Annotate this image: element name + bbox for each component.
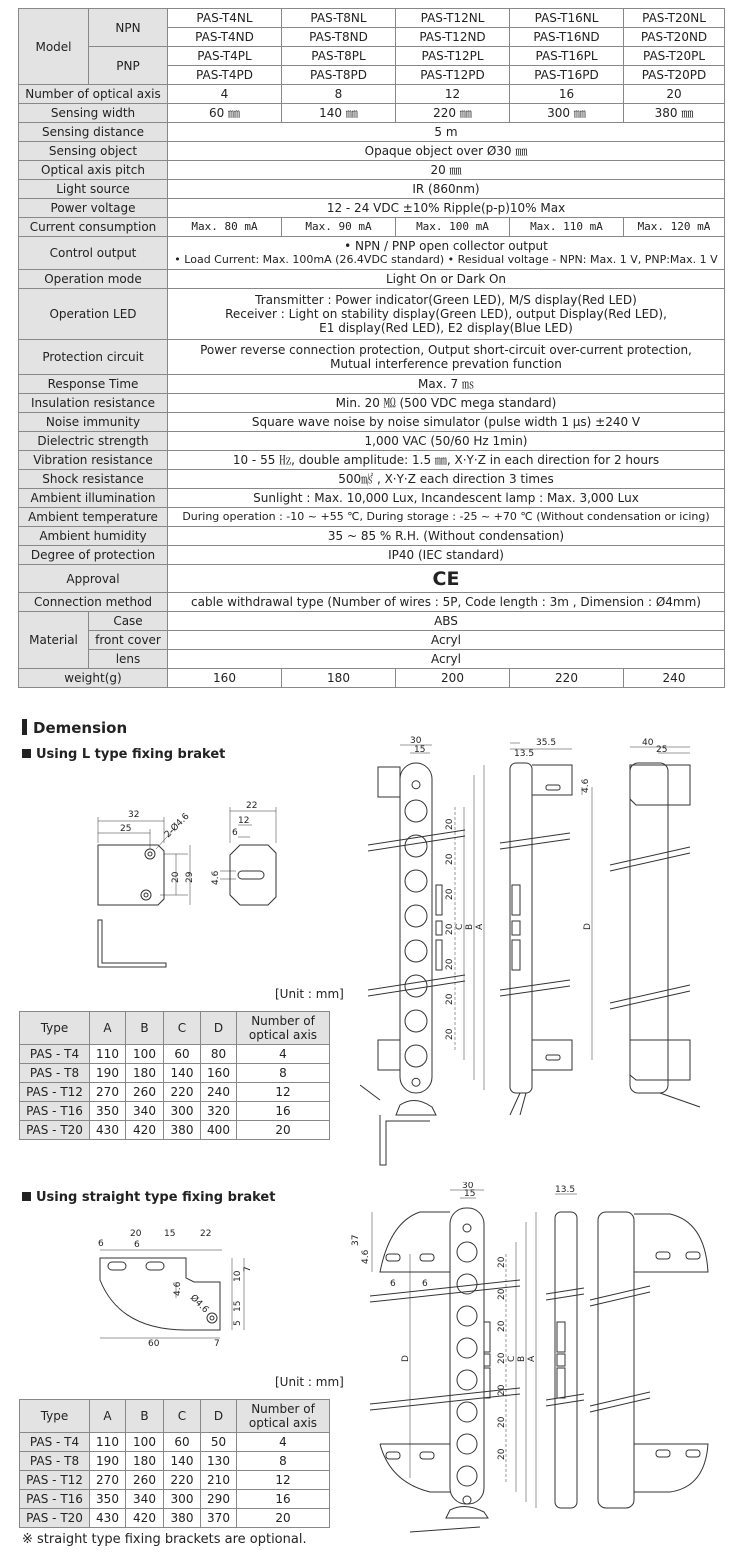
model-cell: PAS-T20NL <box>624 9 725 28</box>
screw-icon <box>463 1224 471 1232</box>
value-cell: 220 <box>164 1471 201 1490</box>
value-cell: 190 <box>90 1452 126 1471</box>
dim-d: D <box>401 1355 411 1362</box>
value-cell: 220 <box>164 1083 201 1102</box>
dim-a: A <box>527 1355 537 1362</box>
dim-pitch: 20 <box>445 888 455 900</box>
dim-12: 12 <box>238 816 250 826</box>
model-cell: PAS-T12NL <box>396 9 510 28</box>
model-cell: PAS-T4ND <box>168 28 282 47</box>
value-cell: 140 <box>164 1452 201 1471</box>
lens-circle <box>457 1370 477 1390</box>
weight-value: 220 <box>510 669 624 688</box>
type-cell: PAS - T12 <box>20 1083 90 1102</box>
dim-hole: Ø4.6 <box>187 1293 211 1316</box>
header-type: Type <box>20 1012 90 1045</box>
value-cell: 20 <box>237 1509 330 1528</box>
screw-icon <box>412 1078 420 1086</box>
shock-value: 500㎨ , X·Y·Z each direction 3 times <box>168 470 725 489</box>
dim-c: C <box>455 923 465 930</box>
dim-pitch: 20 <box>445 923 455 935</box>
model-cell: PAS-T20ND <box>624 28 725 47</box>
square-bullet-icon <box>22 1192 31 1201</box>
current-value: Max. 100 mA <box>396 218 510 237</box>
dim-15: 15 <box>164 1229 176 1239</box>
dim-37: 37 <box>351 1234 361 1246</box>
lens-circle <box>457 1242 477 1262</box>
width-value: 140 ㎜ <box>282 104 396 123</box>
type-cell: PAS - T16 <box>20 1490 90 1509</box>
dim-b: B <box>465 923 475 930</box>
dim-20: 20 <box>130 1229 142 1239</box>
type-cell: PAS - T20 <box>20 1121 90 1140</box>
value-cell: 190 <box>90 1064 126 1083</box>
value-cell: 4 <box>237 1433 330 1452</box>
dim-22: 22 <box>200 1229 212 1239</box>
ip-label: Degree of protection <box>19 546 168 565</box>
model-cell: PAS-T8ND <box>282 28 396 47</box>
header-axis <box>237 1012 330 1045</box>
lens-value: Acryl <box>168 650 725 669</box>
unit-label: [Unit : mm] <box>275 987 344 1001</box>
dim-pitch: 20 <box>497 1352 507 1364</box>
value-cell: 400 <box>201 1121 237 1140</box>
table-row <box>20 1471 330 1490</box>
axis-value: 8 <box>282 85 396 104</box>
type-cell: PAS - T20 <box>20 1509 90 1528</box>
lens-circle <box>405 975 427 997</box>
dim-pitch: 20 <box>497 1256 507 1268</box>
value-cell: 260 <box>126 1471 164 1490</box>
axis-label: Number of optical axis <box>19 85 168 104</box>
control-line: • Load Current: Max. 100mA (26.4VDC standard) • Residual voltage - NPN: Max. 1 V, PNP:Max. 1 V <box>174 253 718 266</box>
led-line: E1 display(Red LED), E2 display(Blue LED) <box>319 321 573 335</box>
dim-pitch: 20 <box>497 1320 507 1332</box>
optional-note: ※ straight type fixing brackets are optional. <box>22 1532 307 1547</box>
l-type-table <box>19 1011 330 1140</box>
dimension-title: Demension <box>22 719 127 737</box>
dim-a: A <box>475 923 485 930</box>
value-cell: 210 <box>201 1471 237 1490</box>
value-cell: 370 <box>201 1509 237 1528</box>
header-axis <box>237 1400 330 1433</box>
straight-type-table <box>19 1399 330 1528</box>
dim-32: 32 <box>128 810 140 820</box>
power-value: 12 - 24 VDC ±10% Ripple(p-p)10% Max <box>168 199 725 218</box>
dim-pitch: 20 <box>497 1448 507 1460</box>
table-row <box>20 1121 330 1140</box>
value-cell: 110 <box>90 1433 126 1452</box>
value-cell: 340 <box>126 1490 164 1509</box>
dim-60: 60 <box>148 1339 160 1349</box>
ce-mark: CE <box>168 565 725 593</box>
illum-value: Sunlight : Max. 10,000 Lux, Incandescent lamp : Max. 3,000 Lux <box>168 489 725 508</box>
protect-line: Mutual interference prevation function <box>330 357 562 371</box>
light-value: IR (860nm) <box>168 180 725 199</box>
lens-circle <box>457 1434 477 1454</box>
dim-22: 22 <box>246 801 258 811</box>
straight-type-heading-text: Using straight type fixing braket <box>36 1190 276 1205</box>
header-b: B <box>126 1400 164 1433</box>
width-value: 380 ㎜ <box>624 104 725 123</box>
value-cell: 4 <box>237 1045 330 1064</box>
value-cell: 420 <box>126 1509 164 1528</box>
dim-pitch: 20 <box>445 853 455 865</box>
screw-icon <box>412 781 420 789</box>
spec-table <box>18 8 725 688</box>
protect-label: Protection circuit <box>19 340 168 375</box>
type-cell: PAS - T8 <box>20 1452 90 1471</box>
weight-value: 160 <box>168 669 282 688</box>
table-row <box>20 1452 330 1471</box>
led-label: Operation LED <box>19 289 168 340</box>
light-label: Light source <box>19 180 168 199</box>
dim-hole: 2-Ø4.6 <box>163 811 192 841</box>
table-row <box>20 1433 330 1452</box>
object-value: Opaque object over Ø30 ㎜ <box>168 142 725 161</box>
dim-355: 35.5 <box>536 738 557 748</box>
unit-label: [Unit : mm] <box>275 1375 344 1389</box>
model-cell: PAS-T16ND <box>510 28 624 47</box>
lens-circle <box>405 940 427 962</box>
value-cell: 270 <box>90 1471 126 1490</box>
lens-circle <box>457 1274 477 1294</box>
header-type: Type <box>20 1400 90 1433</box>
width-value: 60 ㎜ <box>168 104 282 123</box>
dim-25: 25 <box>656 745 668 755</box>
header-a: A <box>90 1012 126 1045</box>
current-label: Current consumption <box>19 218 168 237</box>
illum-label: Ambient illumination <box>19 489 168 508</box>
lens-circle <box>457 1306 477 1326</box>
model-cell: PAS-T16PL <box>510 47 624 66</box>
axis-value: 20 <box>624 85 725 104</box>
current-value: Max. 120 mA <box>624 218 725 237</box>
lens-group <box>457 1224 477 1504</box>
model-cell: PAS-T4PD <box>168 66 282 85</box>
value-cell: 420 <box>126 1121 164 1140</box>
value-cell: 300 <box>164 1102 201 1121</box>
type-cell: PAS - T4 <box>20 1045 90 1064</box>
distance-label: Sensing distance <box>19 123 168 142</box>
dim-7b: 7 <box>214 1339 220 1349</box>
lens-circle <box>457 1466 477 1486</box>
dim-10: 10 <box>233 1270 243 1282</box>
dim-6b: 6 <box>422 1279 428 1289</box>
model-cell: PAS-T4NL <box>168 9 282 28</box>
value-cell: 8 <box>237 1452 330 1471</box>
lens-group <box>405 781 427 1087</box>
dim-30: 30 <box>462 1182 474 1191</box>
lens-circle <box>457 1402 477 1422</box>
case-label: Case <box>89 612 168 631</box>
dim-6b: 6 <box>134 1240 140 1250</box>
value-cell: 160 <box>201 1064 237 1083</box>
value-cell: 100 <box>126 1433 164 1452</box>
dim-40: 40 <box>642 738 654 748</box>
model-cell: PAS-T8PD <box>282 66 396 85</box>
straight-bracket-drawing <box>90 1220 260 1350</box>
lens-label: lens <box>89 650 168 669</box>
noise-value: Square wave noise by noise simulator (pulse width 1 μs) ±240 V <box>168 413 725 432</box>
model-cell: PAS-T4PL <box>168 47 282 66</box>
value-cell: 60 <box>164 1433 201 1452</box>
shock-label: Shock resistance <box>19 470 168 489</box>
type-cell: PAS - T16 <box>20 1102 90 1121</box>
screw-icon <box>463 1496 471 1504</box>
value-cell: 80 <box>201 1045 237 1064</box>
model-cell: PAS-T8PL <box>282 47 396 66</box>
dim-pitch: 20 <box>497 1288 507 1300</box>
led-line: Transmitter : Power indicator(Green LED), M/S display(Red LED) <box>255 293 637 307</box>
l-type-heading-text: Using L type fixing braket <box>36 747 226 762</box>
weight-value: 180 <box>282 669 396 688</box>
led-value <box>168 289 725 340</box>
lens-circle <box>405 870 427 892</box>
weight-value: 240 <box>624 669 725 688</box>
opmode-value: Light On or Dark On <box>168 270 725 289</box>
value-cell: 350 <box>90 1490 126 1509</box>
dim-15: 15 <box>464 1189 476 1199</box>
object-label: Sensing object <box>19 142 168 161</box>
weight-label: weight(g) <box>19 669 168 688</box>
width-label: Sensing width <box>19 104 168 123</box>
dim-15: 15 <box>414 745 426 755</box>
l-bracket-drawing <box>90 795 340 975</box>
l-type-rows <box>20 1045 330 1140</box>
dim-pitch: 20 <box>445 1028 455 1040</box>
vibration-value: 10 - 55 ㎐, double amplitude: 1.5 ㎜, X·Y·Z in each direction for 2 hours <box>168 451 725 470</box>
width-value: 220 ㎜ <box>396 104 510 123</box>
value-cell: 100 <box>126 1045 164 1064</box>
lens-circle <box>405 1010 427 1032</box>
dim-5: 5 <box>233 1320 243 1326</box>
value-cell: 380 <box>164 1121 201 1140</box>
insulation-value: Min. 20 ㏁ (500 VDC mega standard) <box>168 394 725 413</box>
type-cell: PAS - T8 <box>20 1064 90 1083</box>
table-row <box>20 1045 330 1064</box>
current-value: Max. 80 mA <box>168 218 282 237</box>
protect-value <box>168 340 725 375</box>
header-b: B <box>126 1012 164 1045</box>
value-cell: 16 <box>237 1102 330 1121</box>
value-cell: 110 <box>90 1045 126 1064</box>
temp-value: During operation : -10 ~ +55 ℃, During storage : -25 ~ +70 ℃ (Without condensation or icing) <box>168 508 725 527</box>
weight-value: 200 <box>396 669 510 688</box>
temp-label: Ambient temperature <box>19 508 168 527</box>
cover-value: Acryl <box>168 631 725 650</box>
connection-label: Connection method <box>19 593 168 612</box>
axis-value: 12 <box>396 85 510 104</box>
dim-7: 7 <box>243 1266 253 1272</box>
model-cell: PAS-T12PD <box>396 66 510 85</box>
pitch-label: Optical axis pitch <box>19 161 168 180</box>
material-label: Material <box>19 612 89 669</box>
header-c: C <box>164 1400 201 1433</box>
straight-sensor-drawing <box>350 1182 730 1534</box>
dim-6: 6 <box>232 828 238 838</box>
led-line: Receiver : Light on stability display(Green LED), output Display(Red LED), <box>225 307 667 321</box>
model-cell: PAS-T20PL <box>624 47 725 66</box>
dim-b: B <box>517 1355 527 1362</box>
dim-pitch: 20 <box>445 958 455 970</box>
header-axis-line: optical axis <box>248 1416 318 1430</box>
insulation-label: Insulation resistance <box>19 394 168 413</box>
value-cell: 60 <box>164 1045 201 1064</box>
dim-20: 20 <box>171 871 181 883</box>
dim-29: 29 <box>185 871 195 883</box>
control-label: Control output <box>19 237 168 270</box>
dim-46: 4.6 <box>211 870 221 885</box>
value-cell: 8 <box>237 1064 330 1083</box>
protect-line: Power reverse connection protection, Output short-circuit over-current protection, <box>200 343 692 357</box>
dim-pitch: 20 <box>497 1384 507 1396</box>
value-cell: 16 <box>237 1490 330 1509</box>
straight-type-rows <box>20 1433 330 1528</box>
lens-circle <box>405 800 427 822</box>
response-value: Max. 7 ㎳ <box>168 375 725 394</box>
value-cell: 12 <box>237 1083 330 1102</box>
power-label: Power voltage <box>19 199 168 218</box>
value-cell: 130 <box>201 1452 237 1471</box>
header-axis-line: Number of <box>251 1014 315 1028</box>
model-cell: PAS-T12PL <box>396 47 510 66</box>
dim-135: 13.5 <box>555 1185 576 1195</box>
response-label: Response Time <box>19 375 168 394</box>
dim-d: D <box>583 923 593 930</box>
table-row <box>20 1102 330 1121</box>
dim-46: 4.6 <box>361 1249 371 1264</box>
l-sensor-drawing <box>360 735 735 1175</box>
connection-value: cable withdrawal type (Number of wires : 5P, Code length : 3m , Dimension : Ø4mm) <box>168 593 725 612</box>
model-cell: PAS-T12ND <box>396 28 510 47</box>
cover-label: front cover <box>89 631 168 650</box>
lens-circle <box>457 1338 477 1358</box>
dim-25: 25 <box>120 824 132 834</box>
current-value: Max. 110 mA <box>510 218 624 237</box>
lens-circle <box>405 1045 427 1067</box>
square-bullet-icon <box>22 749 31 758</box>
approval-label: Approval <box>19 565 168 593</box>
header-d: D <box>201 1400 237 1433</box>
value-cell: 240 <box>201 1083 237 1102</box>
straight-type-heading <box>22 1190 275 1205</box>
table-row <box>20 1064 330 1083</box>
dim-pitch: 20 <box>445 818 455 830</box>
value-cell: 50 <box>201 1433 237 1452</box>
distance-value: 5 m <box>168 123 725 142</box>
header-axis-line: Number of <box>251 1402 315 1416</box>
value-cell: 350 <box>90 1102 126 1121</box>
dim-135: 13.5 <box>514 749 535 759</box>
dim-pitch: 20 <box>497 1416 507 1428</box>
dim-46: 4.6 <box>581 778 591 793</box>
model-cell: PAS-T16PD <box>510 66 624 85</box>
value-cell: 300 <box>164 1490 201 1509</box>
lens-circle <box>405 835 427 857</box>
axis-value: 16 <box>510 85 624 104</box>
value-cell: 180 <box>126 1452 164 1471</box>
table-row <box>20 1490 330 1509</box>
ip-value: IP40 (IEC standard) <box>168 546 725 565</box>
npn-label: NPN <box>89 9 168 47</box>
dielectric-value: 1,000 VAC (50/60 Hz 1min) <box>168 432 725 451</box>
pnp-label: PNP <box>89 47 168 85</box>
value-cell: 20 <box>237 1121 330 1140</box>
table-row <box>20 1083 330 1102</box>
model-cell: PAS-T16NL <box>510 9 624 28</box>
value-cell: 290 <box>201 1490 237 1509</box>
dim-pitch: 20 <box>445 993 455 1005</box>
table-row <box>20 1509 330 1528</box>
dim-46: 4.6 <box>173 1281 183 1296</box>
noise-label: Noise immunity <box>19 413 168 432</box>
dielectric-label: Dielectric strength <box>19 432 168 451</box>
model-label: Model <box>19 9 89 85</box>
header-c: C <box>164 1012 201 1045</box>
axis-value: 4 <box>168 85 282 104</box>
value-cell: 270 <box>90 1083 126 1102</box>
dim-15b: 15 <box>233 1300 243 1312</box>
value-cell: 430 <box>90 1121 126 1140</box>
control-line: • NPN / PNP open collector output <box>344 239 548 253</box>
header-d: D <box>201 1012 237 1045</box>
value-cell: 320 <box>201 1102 237 1121</box>
value-cell: 12 <box>237 1471 330 1490</box>
current-value: Max. 90 mA <box>282 218 396 237</box>
type-cell: PAS - T4 <box>20 1433 90 1452</box>
humidity-label: Ambient humidity <box>19 527 168 546</box>
lens-circle <box>405 905 427 927</box>
value-cell: 430 <box>90 1509 126 1528</box>
vibration-label: Vibration resistance <box>19 451 168 470</box>
dim-c: C <box>507 1355 517 1362</box>
case-value: ABS <box>168 612 725 631</box>
pitch-value: 20 ㎜ <box>168 161 725 180</box>
value-cell: 340 <box>126 1102 164 1121</box>
header-axis-line: optical axis <box>248 1028 318 1042</box>
control-value <box>168 237 725 270</box>
model-cell: PAS-T8NL <box>282 9 396 28</box>
dim-6: 6 <box>98 1239 104 1249</box>
dim-6: 6 <box>390 1279 396 1289</box>
opmode-label: Operation mode <box>19 270 168 289</box>
header-a: A <box>90 1400 126 1433</box>
humidity-value: 35 ~ 85 % R.H. (Without condensation) <box>168 527 725 546</box>
model-cell: PAS-T20PD <box>624 66 725 85</box>
type-cell: PAS - T12 <box>20 1471 90 1490</box>
dim-30: 30 <box>410 736 422 746</box>
value-cell: 140 <box>164 1064 201 1083</box>
l-type-heading <box>22 747 225 762</box>
value-cell: 260 <box>126 1083 164 1102</box>
width-value: 300 ㎜ <box>510 104 624 123</box>
value-cell: 380 <box>164 1509 201 1528</box>
value-cell: 180 <box>126 1064 164 1083</box>
